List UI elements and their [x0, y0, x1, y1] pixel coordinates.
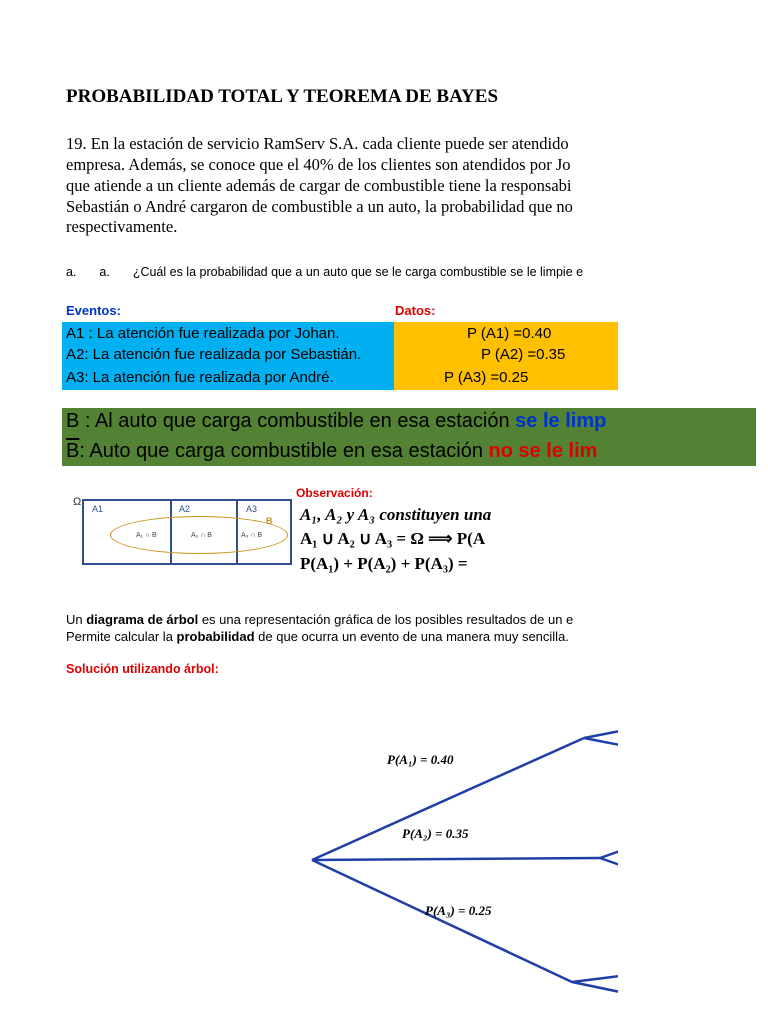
text-run: de que ocurra un evento de una manera muy sencilla. [254, 629, 569, 644]
dato-pa1: P (A1) =0.40 [467, 325, 552, 342]
dato-pa2: P (A2) =0.35 [481, 346, 566, 363]
text-run: es una representación gráfica de los posibles resultados de un e [198, 612, 574, 627]
tree-branch-a2 [312, 858, 600, 860]
tree-subbranch [572, 976, 618, 982]
text-run: Permite calcular la [66, 629, 177, 644]
observacion-line-1: A₁, A₂ y A₃ constituyen una [300, 505, 492, 524]
venn-a2-label: A2 [179, 504, 191, 514]
tree-branch-a3 [312, 860, 572, 982]
list-marker: a. [99, 265, 110, 279]
omega-symbol: Ω [73, 496, 82, 508]
text-run-bold: diagrama de árbol [86, 612, 199, 627]
venn-a1-label: A1 [92, 504, 104, 514]
problem-line-1: 19. En la estación de servicio RamServ S.A. cada cliente puede ser atendido [66, 134, 569, 153]
evento-a3: A3: La atención fue realizada por André. [66, 369, 334, 386]
eventos-label: Eventos: [66, 303, 121, 318]
event-bc-symbol: $\overline{B}$ [66, 440, 80, 462]
solucion-label: Solución utilizando árbol: [66, 662, 219, 676]
evento-a2: A2: La atención fue realizada por Sebastián. [66, 346, 362, 363]
list-marker: a. [66, 265, 77, 279]
event-b-text: B : Al auto que carga combustible en esa estación [66, 410, 516, 432]
dato-pa3: P (A3) =0.25 [444, 369, 529, 386]
tree-subbranch [584, 738, 618, 745]
venn-intersection-3: A₃ ∩ B [241, 532, 263, 539]
tree-subbranch [584, 731, 618, 738]
event-b-highlight: se le limp [515, 410, 607, 432]
problem-line-3: que atiende a un cliente además de cargar de combustible tiene la responsabi [66, 176, 572, 195]
tree-subbranch [600, 858, 618, 865]
problem-line-4: Sebastián o André cargaron de combustible a un auto, la probabilidad que no [66, 197, 573, 216]
venn-a3-label: A3 [246, 504, 258, 514]
text-run: Un [66, 612, 87, 627]
problem-line-2: empresa. Además, se conoce que el 40% de los clientes son atendidos por Jo [66, 155, 571, 174]
event-bc-text: : Auto que carga combustible en esa estación [79, 440, 489, 462]
observacion-line-2: A₁ ∪ A₂ ∪ A₃ = Ω ⟹ P(A [300, 529, 486, 548]
tree-subbranch [572, 982, 618, 992]
tree-label-a2: P(A₂) = 0.35 [402, 826, 469, 841]
observacion-line-3: P(A₁) + P(A₂) + P(A₃) = [300, 554, 468, 573]
venn-intersection-2: A₂ ∩ B [191, 532, 212, 539]
problem-line-5: respectivamente. [66, 217, 178, 236]
tree-label-a1: P(A₁) = 0.40 [387, 752, 454, 767]
datos-label: Datos: [395, 303, 436, 318]
b-events-bar [62, 408, 756, 466]
venn-intersection-1: A₁ ∩ B [136, 532, 157, 539]
observacion-label: Observación: [296, 486, 373, 500]
event-bc-highlight: no se le lim [488, 440, 598, 462]
tree-label-a3: P(A₃) = 0.25 [425, 903, 492, 918]
question-text: ¿Cuál es la probabilidad que a un auto que se le carga combustible se le limpie e [132, 265, 584, 279]
page-title: PROBABILIDAD TOTAL Y TEOREMA DE BAYES [66, 86, 499, 107]
tree-subbranch [600, 851, 618, 858]
evento-a1: A1 : La atención fue realizada por Johan. [66, 325, 340, 342]
text-run-bold: probabilidad [176, 629, 255, 644]
venn-b-label: B [266, 516, 273, 526]
